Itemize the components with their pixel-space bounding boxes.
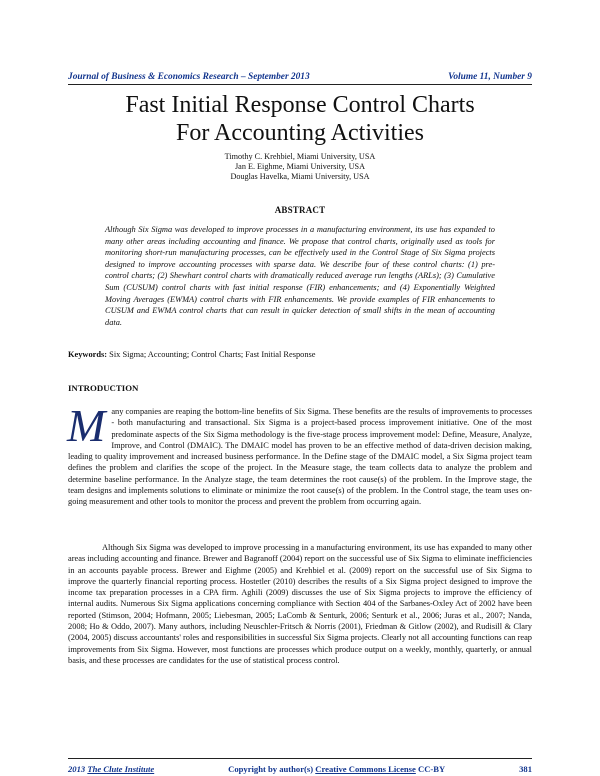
intro-paragraph-2: Although Six Sigma was developed to improve processing in a manufacturing environment, its use has expanded to many other areas including accounting and finance. Brewer and Bagranoff (2004) report on the successful use of Six Sigma to eliminate inefficiencies in an accounts payable process. Brewer and Eighme (2005) and Krehbiel et al. (2009) report on the successful use of Six Sigma to improve the quarterly financial reporting process. Hostetler (2010) describes the results of a Six Sigma project designed to improve the income tax preparation processes in a CPA firm. Aghili (2009) discusses the use of Six Sigma projects to improve the efficiency of internal audits. Numerous Six Sigma applications concerning compliance with Section 404 of the Sarbanes-Oxley Act of 2002 have been reported (Stimson, 2004; Hofmann, 2005; Liebesman, 2005; LaComb & Senturk, 2006; Senturk et al., 2006; Juras et al., 2007; Nanda, 2008; Ho & Oddo, 2007). Many authors, including Neuschler-Fritsch & Norris (2001), Friedman & Gitlow (2002), and Rudisill & Clary (2004, 2005) discuss accountants' roles and responsibilities in successful Six Sigma projects. Clearly not all accounting functions can reap improvements from Six Sigma. However, most functions are processes which produce output on a weekly, monthly, quarterly, or annual basis, and these processes are candidates for the use of statistical process control.	[68, 543, 532, 665]
drop-cap: M	[67, 400, 106, 451]
license-type: CC-BY	[417, 764, 446, 774]
introduction-heading: INTRODUCTION	[68, 383, 139, 393]
header-rule	[68, 84, 532, 85]
author-1: Timothy C. Krehbiel, Miami University, USA	[224, 152, 376, 161]
author-3: Douglas Havelka, Miami University, USA	[230, 172, 370, 181]
intro-paragraph-1	[67, 400, 532, 508]
journal-name: Journal of Business & Economics Research – September 2013	[68, 72, 310, 82]
keywords-text: Six Sigma; Accounting; Control Charts; Fast Initial Response	[109, 350, 316, 359]
keywords-label: Keywords:	[68, 350, 108, 359]
footer-year: 2013	[68, 764, 86, 774]
intro-paragraph-1-text: any companies are reaping the bottom-line benefits of Six Sigma. These benefits are the results of improvements to processes - both manufacturing and transactional. Six Sigma is a project-based process improvement initiative. One of the most predominate aspects of the Six Sigma methodology is the five-stage process improvement model: Define, Measure, Analyze, Improve, and Control (DMAIC). The DMAIC model has proven to be an effective method of data-driven decision making, leading to quality improvement and increased business performance. In the Define stage of the DMAIC model, a Six Sigma project team defines the problem and clarifies the scope of the project. In the Measure stage, the team collects data to analyze the problem and determine baseline performance. In the Analyze stage, the team determines the root cause(s) of the problem. In the Improve stage, the team designs and implements solutions to eliminate or minimize the root cause(s) of the problem. In the Control stage, the team uses on-going measurement and other tools to monitor the process and prevent the problem from occurring again.	[68, 407, 532, 507]
abstract-heading: ABSTRACT	[274, 205, 326, 215]
author-2: Jan E. Eighme, Miami University, USA	[235, 162, 365, 171]
footer-copyright	[228, 764, 445, 775]
running-header	[68, 72, 532, 83]
license-link[interactable]: Creative Commons License	[315, 764, 416, 774]
copyright-prefix: Copyright by author(s)	[228, 764, 314, 774]
page-footer	[68, 764, 532, 775]
footer-rule	[68, 758, 532, 759]
abstract-text: Although Six Sigma was developed to improve processes in a manufacturing environment, its use has expanded to many other areas including accounting and finance. We propose that control charts, originally used as tools for monitoring short-run manufacturing processes, can be effectively used in the Control Stage of Six Sigma projects designed to improve accounting processes with sparse data. We describe four of these control charts: (1) pre-control charts; (2) Shewhart control charts with dramatically reduced average run lengths (ARLs); (3) Cumulative Sum (CUSUM) control charts with fast initial response (FIR) enhancements; and (4) Exponentially Weighted Moving Averages (EWMA) control charts with FIR enhancements. We provide examples of FIR enhancements to CUSUM and EWMA control charts that can result in quicker detection of small shifts in the mean of accounting data.	[105, 225, 495, 327]
paper-title-line-1: Fast Initial Response Control Charts	[125, 92, 475, 118]
volume-number: Volume 11, Number 9	[448, 72, 532, 82]
publisher-link[interactable]: The Clute Institute	[87, 764, 155, 774]
author-list	[68, 152, 532, 182]
paper-title-line-2: For Accounting Activities	[176, 120, 424, 146]
footer-publisher	[68, 764, 154, 775]
page-number: 381	[519, 764, 532, 774]
keywords	[68, 349, 532, 360]
